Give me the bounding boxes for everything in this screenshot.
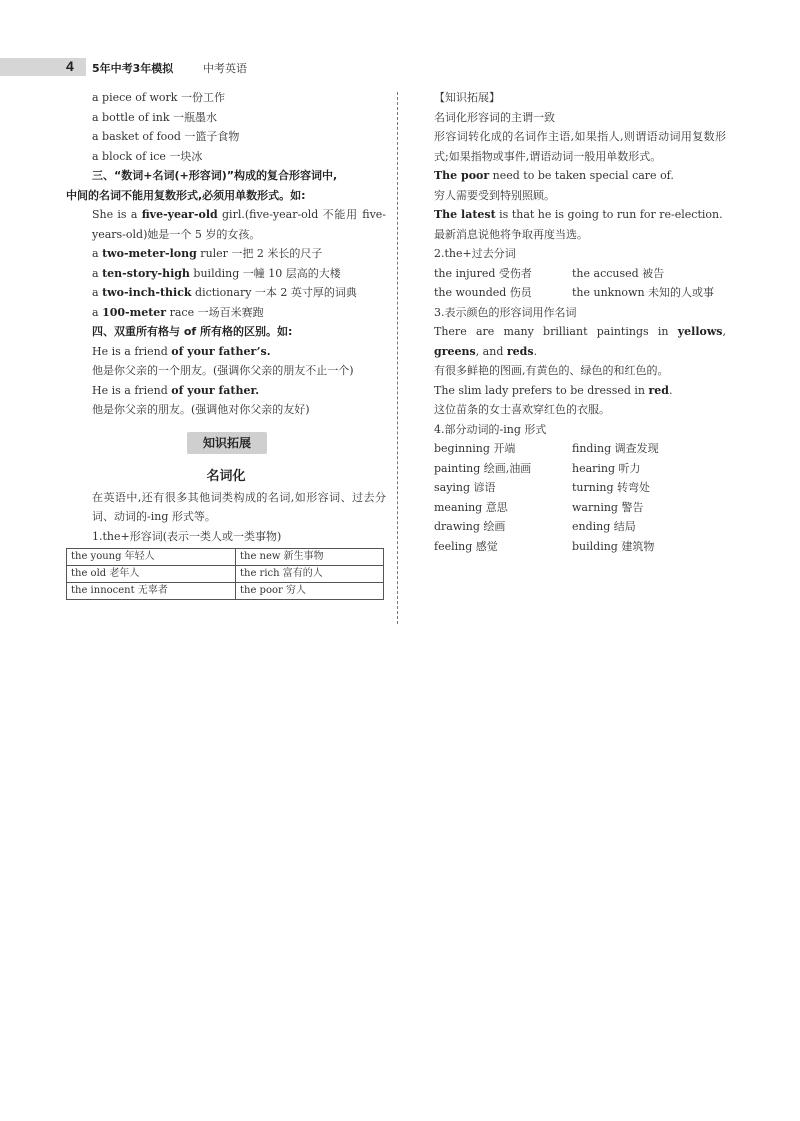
table-row [67,583,384,600]
example-line: a block of ice 一块冰 [92,149,203,163]
section-intro: 在英语中,还有很多其他词类构成的名词,如形容词、过去分词、动词的-ing 形式等。 [92,490,386,523]
knowledge-extension-badge: 知识拓展 [187,432,267,454]
word-pair-row: the injured 受伤者 the accused 被告 [434,266,665,280]
compound-example: a ten-story-high building 一幢 10 层高的大楼 [92,266,341,280]
example-colors: There are many brilliant paintings in yellows, greens, and reds. [434,325,726,358]
word-pair-row: saying 谚语 turning 转弯处 [434,481,650,494]
rule-three-line2: 中间的名词不能用复数形式,必须用单数形式。如: [66,188,306,202]
right-column [408,88,726,556]
example-father: He is a friend of your father. [92,383,260,397]
example-the-latest-cn: 最新消息说他将争取再度当选。 [434,227,588,241]
right-heading: 【知识拓展】 [434,91,500,104]
word-pair-row: beginning 开端 finding 调查发现 [434,442,659,455]
table-row [67,549,384,566]
example-father-cn: 他是你父亲的朋友。(强调他对你父亲的友好) [92,403,310,416]
compound-example: a 100-meter race 一场百米赛跑 [92,305,264,319]
example-line: a piece of work 一份工作 [92,91,225,104]
example-the-poor-cn: 穷人需要受到特别照顾。 [434,188,555,202]
rule-three-line1: 三、“数词+名词(+形容词)”构成的复合形容词中, [92,169,338,182]
table-cell: the young 年轻人 [67,549,236,566]
example-colors-cn: 有很多鲜艳的图画,有黄色的、绿色的和红色的。 [434,364,669,377]
column-divider [397,92,398,624]
example-red-cn: 这位苗条的女士喜欢穿红色的衣服。 [434,403,610,416]
agreement-paragraph: 形容词转化成的名词作主语,如果指人,则谓语动词用复数形式;如果指物或事件,谓语动词一般用单数形式。 [434,130,726,163]
table-row [67,566,384,583]
word-pair-row: the wounded 伤员 the unknown 未知的人或事 [434,286,715,299]
word-pair-row: drawing 绘画 ending 结局 [434,520,636,533]
example-red: The slim lady prefers to be dressed in red. [434,383,673,397]
compound-example: a two-inch-thick dictionary 一本 2 英寸厚的词典 [92,286,357,299]
subsection-heading: 4.部分动词的-ing 形式 [434,422,547,436]
table-cell: the rich 富有的人 [236,566,384,583]
knowledge-badge-row [66,420,386,466]
table-cell: the old 老年人 [67,566,236,583]
table-cell: the innocent 无辜者 [67,583,236,600]
example-line: a basket of food 一篮子食物 [92,130,240,143]
word-pair-row: feeling 感觉 building 建筑物 [434,539,655,553]
section-title: 名词化 [206,468,246,484]
subsection-heading: 2.the+过去分词 [434,247,516,260]
right-subtitle: 名词化形容词的主谓一致 [434,110,555,124]
compound-example: a two-meter-long ruler 一把 2 米长的尺子 [92,247,323,260]
example-the-latest: The latest is that he is going to run for re-election. [434,208,723,221]
example-father-s: He is a friend of your father’s. [92,344,271,358]
table-cell: the new 新生事物 [236,549,384,566]
example-five-year-old: She is a five-year-old girl.(five-year-old 不能用 five-years-old)她是一个 5 岁的女孩。 [92,208,387,241]
rule-four: 四、双重所有格与 of 所有格的区别。如: [92,325,293,338]
subsection-heading: 3.表示颜色的形容词用作名词 [434,305,577,319]
example-father-s-cn: 他是你父亲的一个朋友。(强调你父亲的朋友不止一个) [92,364,354,377]
adjective-noun-table [66,548,384,600]
book-subject: 中考英语 [203,62,247,75]
word-pair-row: meaning 意思 warning 警告 [434,500,644,514]
example-line: a bottle of ink 一瓶墨水 [92,110,218,124]
page-number: 4 [66,58,74,74]
left-column [66,88,386,600]
subsection-heading: 1.the+形容词(表示一类人或一类事物) [92,529,282,543]
word-pair-row: painting 绘画,油画 hearing 听力 [434,461,641,475]
book-brand: 5年中考3年模拟 [92,62,174,75]
table-cell: the poor 穷人 [236,583,384,600]
example-the-poor: The poor need to be taken special care of. [434,169,674,182]
